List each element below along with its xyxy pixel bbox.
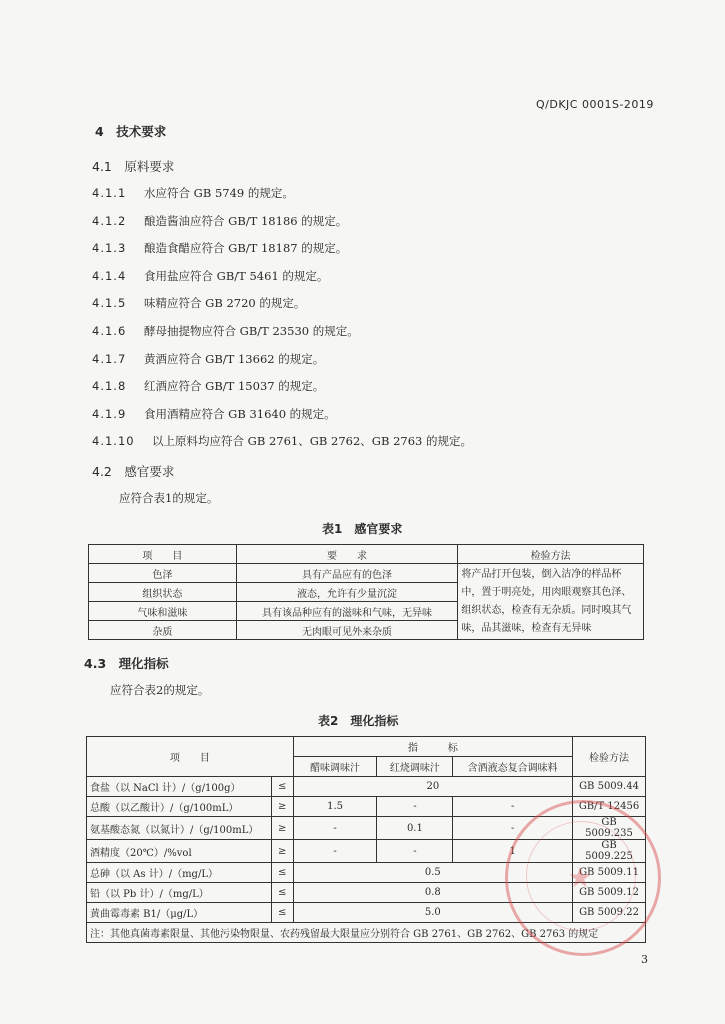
list-item-text: 味精应符合 GB 2720 的规定。 [144,296,306,311]
section-4-title: 4 技术要求 [95,124,167,139]
table1-header-method: 检验方法 [458,545,644,564]
table2-value: - [293,840,377,863]
page-number: 3 [641,953,648,966]
table2-operator: ≥ [271,840,293,863]
table2-subheader: 含酒液态复合调味料 [453,757,573,777]
table2-method: GB/T 12456 [573,797,646,817]
list-item [92,295,305,311]
table2-value: - [453,817,573,840]
table2-value: 1.5 [293,797,377,817]
table1-header-item: 项 目 [89,545,237,564]
list-item-text: 以上原料均应符合 GB 2761、GB 2762、GB 2763 的规定。 [152,434,472,449]
table2-item: 氨基酸态氮（以氮计）/（g/100mL） [87,817,272,840]
table1-method: 将产品打开包装，倒入洁净的样品杯中，置于明亮处，用肉眼观察其色泽、组织状态，检查有无杂质。同时嗅其气味，品其滋味，检查有无异味 [458,564,644,640]
table2-item: 黄曲霉毒素 B1/（μg/L） [87,903,272,923]
table2-operator: ≤ [271,863,293,883]
list-item-text: 酿造食醋应符合 GB/T 18187 的规定。 [144,241,348,256]
list-item [92,378,324,394]
table1-item: 气味和滋味 [89,602,237,621]
table2-value: - [293,817,377,840]
section-4-2-title: 4.2 感官要求 [92,464,175,479]
table1-caption: 表1 感官要求 [322,522,403,536]
table2-value: 5.0 [293,903,572,923]
list-item-text: 黄酒应符合 GB/T 13662 的规定。 [144,351,325,366]
table1-req: 液态，允许有少量沉淀 [236,583,458,602]
seal-star-icon: ★ [567,861,593,894]
sensory-table [88,544,644,640]
list-item [92,351,324,367]
list-item-text: 食用酒精应符合 GB 31640 的规定。 [144,406,336,421]
table1-item: 色泽 [89,564,237,583]
list-item-number: 4.1.6 [92,324,127,338]
table2-value: - [453,797,573,817]
table2-note: 注：其他真菌毒素限量、其他污染物限量、农药残留最大限量应分别符合 GB 2761、GB 2762、GB 2763 的规定 [87,923,646,943]
list-item [92,240,347,256]
table2-operator: ≤ [271,903,293,923]
table2-operator: ≥ [271,797,293,817]
official-seal [505,800,661,956]
list-item-number: 4.1.4 [92,268,127,283]
table2-value: 20 [293,777,572,797]
table2-value: 1 [453,840,573,863]
list-item-number: 4.1.2 [92,213,127,228]
section-4-1-title: 4.1 原料要求 [92,159,175,174]
table1-header-row [89,545,644,564]
list-item [92,268,328,284]
table-row [89,564,644,583]
list-item-text: 红酒应符合 GB/T 15037 的规定。 [144,379,325,394]
list-item [92,185,294,201]
table2-method: GB 5009.22 [573,903,646,923]
table1-item: 杂质 [89,621,237,640]
table-row [87,777,646,797]
table1-req: 具有产品应有的色泽 [236,564,458,583]
table2-operator: ≤ [271,883,293,903]
table2-value: - [377,840,453,863]
table2-item: 铅（以 Pb 计）/（mg/L） [87,883,272,903]
list-item-text: 酿造酱油应符合 GB/T 18186 的规定。 [144,213,348,228]
table2-header-index: 指 标 [293,737,572,757]
table2-method: GB 5009.44 [573,777,646,797]
table2-subheader: 红烧调味汁 [377,757,453,777]
table2-header-item: 项 目 [87,737,294,777]
list-item [92,213,347,229]
table2-value: - [377,797,453,817]
section-4-2-intro: 应符合表1的规定。 [119,491,219,505]
table2-method: GB 5009.235 [573,817,646,840]
list-item-text: 酵母抽提物应符合 GB/T 23530 的规定。 [144,324,359,338]
table2-item: 食盐（以 NaCl 计）/（g/100g） [87,777,272,797]
table2-header-row [87,737,646,757]
list-item-number: 4.1.7 [92,351,127,366]
table2-caption: 表2 理化指标 [318,714,399,728]
table2-header-method: 检验方法 [573,737,646,777]
table2-method: GB 5009.11 [573,863,646,883]
table1-item: 组织状态 [89,583,237,602]
table2-item: 总酸（以乙酸计）/（g/100mL） [87,797,272,817]
table2-value: 0.1 [377,817,453,840]
table1-header-req: 要 求 [236,545,458,564]
table1-req: 具有该品种应有的滋味和气味，无异味 [236,602,458,621]
table2-operator: ≤ [271,777,293,797]
table2-subheader: 醋味调味汁 [293,757,377,777]
table2-value: 0.8 [293,883,572,903]
table2-operator: ≥ [271,817,293,840]
list-item [92,406,336,422]
table2-item: 总砷（以 As 计）/（mg/L） [87,863,272,883]
section-4-3-intro: 应符合表2的规定。 [110,683,210,697]
list-item-number: 4.1.10 [92,434,135,449]
list-item-number: 4.1.3 [92,241,127,256]
table2-method: GB 5009.225 [573,840,646,863]
table2-method: GB 5009.12 [573,883,646,903]
document-id: Q/DKJC 0001S-2019 [536,98,654,111]
list-item-number: 4.1.9 [92,406,127,421]
list-item-number: 4.1.1 [92,186,127,200]
list-item-text: 水应符合 GB 5749 的规定。 [144,186,294,200]
list-item-number: 4.1.8 [92,379,127,394]
list-item-number: 4.1.5 [92,296,127,311]
table2-item: 酒精度（20℃）/%vol [87,840,272,863]
list-item [92,433,472,449]
list-item [92,323,359,339]
table2-value: 0.5 [293,863,572,883]
list-item-text: 食用盐应符合 GB/T 5461 的规定。 [144,268,329,283]
table1-req: 无肉眼可见外来杂质 [236,621,458,640]
section-4-3-title: 4.3 理化指标 [84,656,169,671]
